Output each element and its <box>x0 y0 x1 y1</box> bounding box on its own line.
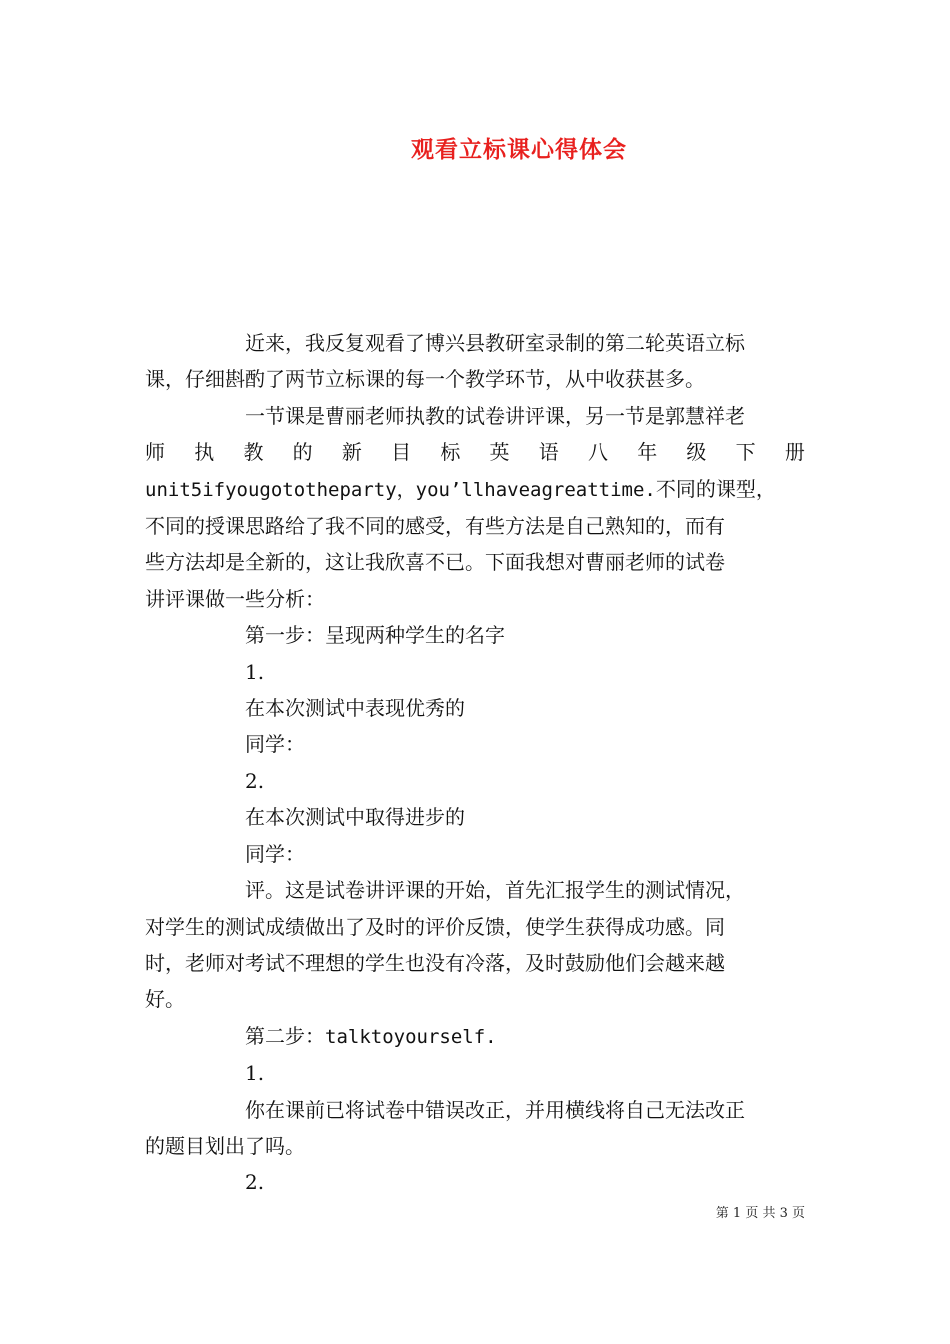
list-item: 同学： <box>245 732 305 757</box>
comment-line: 时，老师对考试不理想的学生也没有冷落，及时鼓励他们会越来越 <box>145 950 725 975</box>
step-heading <box>145 1018 805 1055</box>
list-item: 同学： <box>245 841 305 866</box>
justified-char: 师 <box>145 440 165 465</box>
page-footer: 第 1 页 共 3 页 <box>715 1206 805 1221</box>
paragraph-line: 近来，我反复观看了博兴县教研室录制的第二轮英语立标 <box>245 331 745 355</box>
lesson-title-text: unit5ifyougototheparty，you’llhaveagreattime. <box>145 478 656 501</box>
paragraph-line: 讲评课做一些分析： <box>145 586 325 611</box>
justified-char: 目 <box>391 440 412 465</box>
justified-char: 册 <box>784 440 805 465</box>
justified-char: 语 <box>538 440 559 465</box>
justified-char: 年 <box>637 440 658 465</box>
paragraph-line <box>145 471 805 508</box>
paragraph-line: 不同的授课思路给了我不同的感受，有些方法是自己熟知的，而有 <box>145 514 725 539</box>
list-number: 2. <box>245 1170 265 1195</box>
document-body <box>145 325 805 1201</box>
justified-char: 标 <box>440 440 461 465</box>
step-label: 第二步： <box>245 1023 325 1048</box>
justified-char: 八 <box>587 440 608 465</box>
document-title: 观看立标课心得体会 <box>411 136 627 163</box>
justified-char: 新 <box>341 440 362 465</box>
justified-char: 执 <box>194 440 215 465</box>
justified-char: 下 <box>735 440 756 465</box>
list-number: 1. <box>245 1061 265 1086</box>
comment-line: 评。这是试卷讲评课的开始，首先汇报学生的测试情况， <box>245 878 745 903</box>
list-item: 在本次测试中表现优秀的 <box>245 696 465 721</box>
list-item: 在本次测试中取得进步的 <box>245 805 465 830</box>
justified-line <box>145 434 805 470</box>
justified-char: 英 <box>489 440 510 465</box>
comment-line: 对学生的测试成绩做出了及时的评价反馈，使学生获得成功感。同 <box>145 914 725 939</box>
comment-line: 好。 <box>145 987 185 1012</box>
justified-char: 的 <box>292 440 313 465</box>
step-code: talktoyourself. <box>325 1025 497 1048</box>
step-heading: 第一步：呈现两种学生的名字 <box>245 623 505 648</box>
paragraph-text: 不同的课型， <box>655 476 776 501</box>
list-number: 1. <box>245 659 265 684</box>
list-item: 你在课前已将试卷中错误改正，并用横线将自己无法改正 <box>245 1097 745 1122</box>
paragraph-line: 一节课是曹丽老师执教的试卷讲评课，另一节是郭慧祥老 <box>245 403 745 428</box>
justified-char: 级 <box>686 440 707 465</box>
justified-char: 教 <box>243 440 264 465</box>
paragraph-line: 课，仔细斟酌了两节立标课的每一个教学环节，从中收获甚多。 <box>145 367 705 392</box>
list-number: 2. <box>245 768 265 793</box>
paragraph-line: 些方法却是全新的，这让我欣喜不已。下面我想对曹丽老师的试卷 <box>145 550 725 575</box>
list-item: 的题目划出了吗。 <box>145 1133 305 1158</box>
